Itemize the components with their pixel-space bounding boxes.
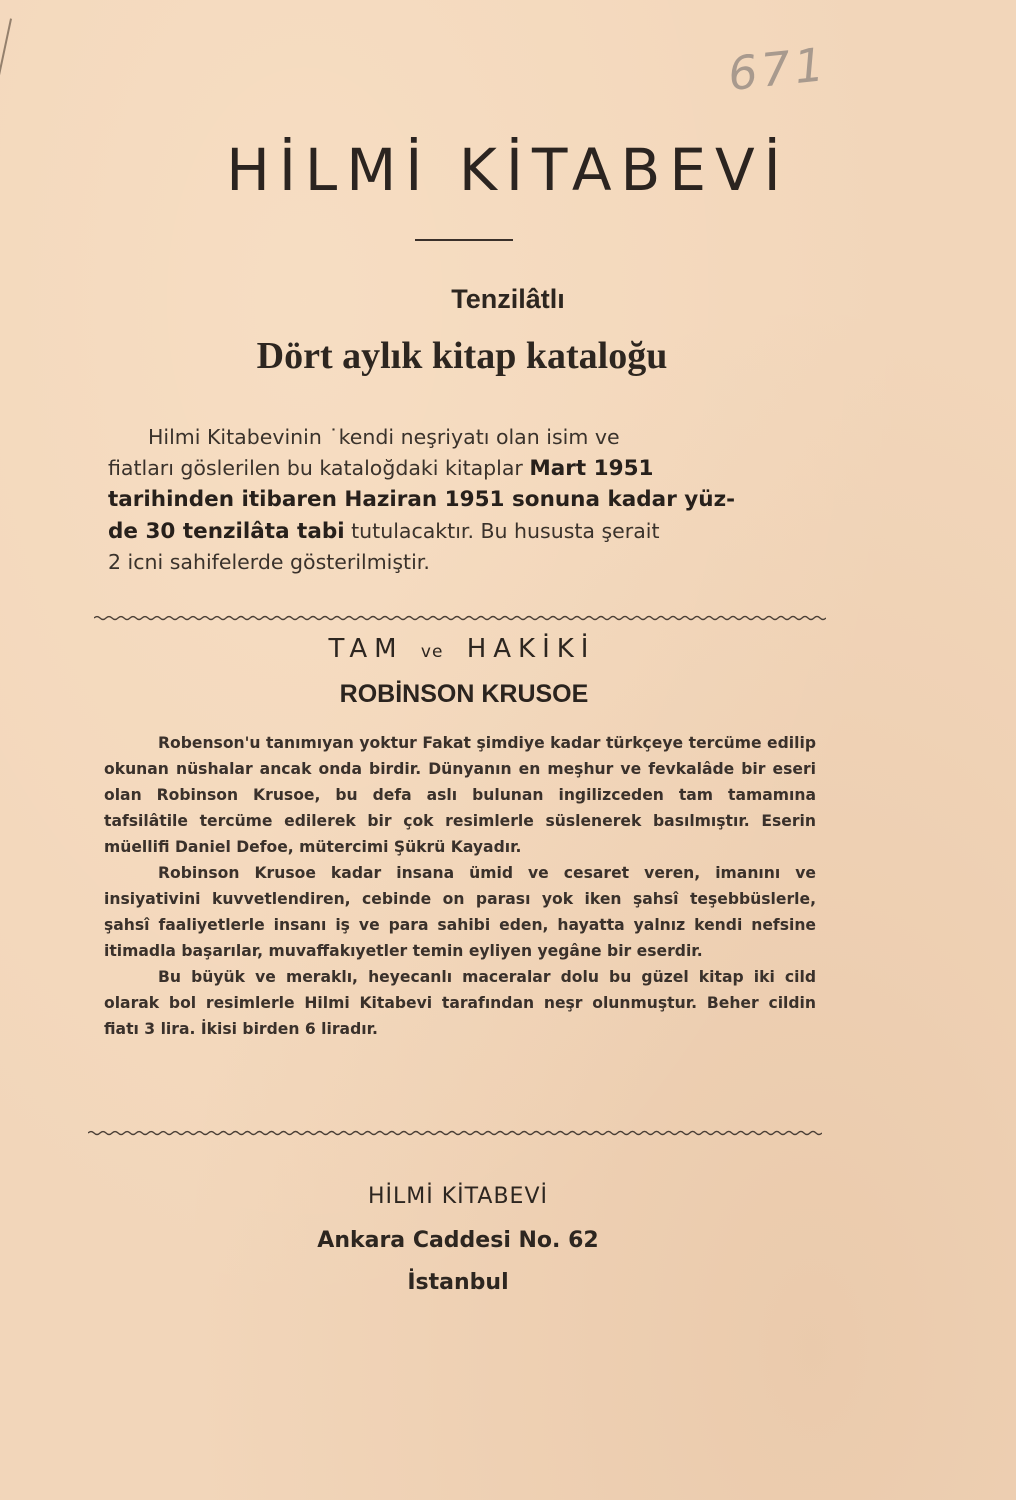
intro-date-start: Mart 1951	[529, 455, 654, 481]
footer-city: İstanbul	[407, 1270, 509, 1295]
handwritten-page-number: 671	[725, 36, 831, 102]
section-heading-ve: ve	[420, 642, 444, 662]
edge-pencil-mark	[0, 18, 12, 75]
intro-discount: de 30 tenzilâta tabi	[108, 518, 345, 544]
book-description	[104, 730, 816, 1042]
section-heading-tam: TAM	[328, 634, 404, 664]
subtitle-discounted: Tenzilâtlı	[451, 284, 565, 314]
book-title: ROBİNSON KRUSOE	[339, 680, 589, 708]
intro-line-5: 2 icni sahifelerde gösterilmiştir.	[108, 550, 430, 574]
intro-line-2	[108, 453, 816, 485]
intro-line-3	[108, 484, 816, 516]
intro-paragraph	[108, 422, 816, 578]
section-heading	[0, 634, 924, 664]
intro-line-4-text: tutulacaktır. Bu hususta şerait	[351, 518, 660, 543]
section-heading-hakiki: HAKİKİ	[466, 634, 596, 664]
description-paragraph: Robinson Krusoe kadar insana ümid ve cesaret veren, imanını ve insiyativini kuvvetlendiren, cebinde on parası yok iken şahsî teşebbüslerle, şahsî faaliyetlerle insanı iş ve para sahibi eden, hayatta yalnız kendi nefsine itimadla başarılar, muvaffakıyetler temin eyliyen yegâne bir eserdir.	[104, 864, 816, 960]
intro-line-1: Hilmi Kitabevinin ˙kendi neşriyatı olan isim ve	[148, 425, 620, 449]
title-divider	[415, 239, 513, 241]
page-title: HİLMİ KİTABEVİ	[226, 136, 790, 204]
subtitle-catalog: Dört aylık kitap kataloğu	[256, 335, 668, 377]
footer-address: Ankara Caddesi No. 62	[317, 1228, 599, 1253]
intro-line-4	[108, 516, 816, 548]
intro-line-2-text: fiatları gösleri̇len bu kataloğdaki kitaplar	[108, 455, 523, 480]
wavy-divider-top	[94, 614, 826, 622]
description-paragraph: Bu büyük ve meraklı, heyecanlı maceralar dolu bu güzel kitap iki cild olarak bol resimlerle Hilmi Kitabevi tarafından neşr olunmuştur. Beher cildin fiatı 3 lira. İkisi birden 6 liradır.	[104, 968, 816, 1038]
footer-publisher-name: HİLMİ KİTABEVİ	[368, 1184, 548, 1209]
wavy-divider-bottom	[88, 1129, 822, 1137]
intro-date-end: tarihinden itibaren Haziran 1951 sonuna kadar yüz-	[108, 487, 736, 512]
description-paragraph: Robenson'u tanımıyan yoktur Fakat şimdiye kadar türkçeye tercüme edilip okunan nüshalar ancak onda birdir. Dünyanın en meşhur ve fevkalâde bir eseri olan Robinson Krusoe, bu defa aslı bulunan ingilizceden tam tamamına tafsilâtile tercüme edilerek bir çok resimlerle süslenerek basılmıştır. Eserin müellifi Daniel Defoe, mütercimi Şükrü Kayadır.	[104, 734, 816, 856]
